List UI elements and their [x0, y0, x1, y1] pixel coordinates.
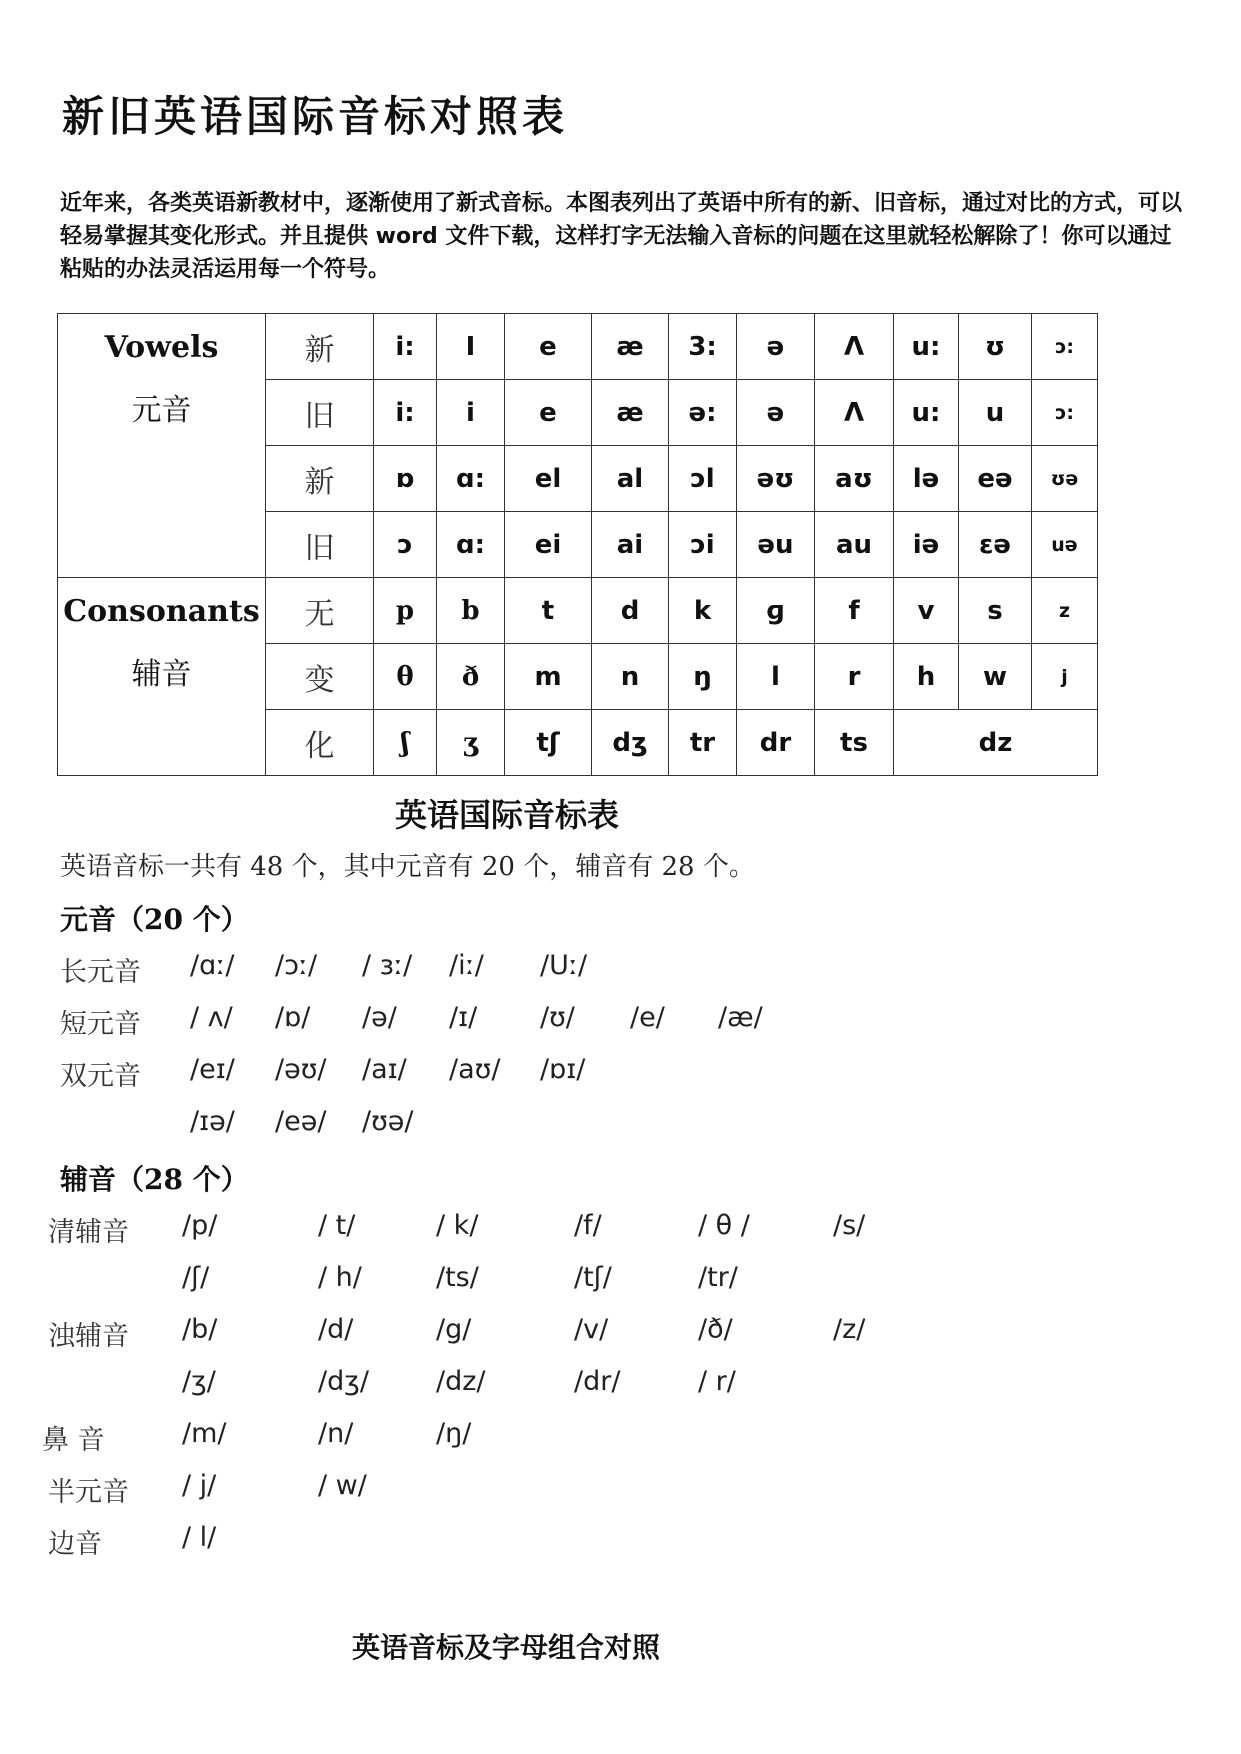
ipa-symbol-cell: l [737, 644, 815, 710]
ipa-symbol-cell: e [505, 314, 592, 380]
consonant-symbol: /v/ [574, 1314, 609, 1345]
consonants-label: Consonants [63, 594, 260, 629]
ipa-symbol-cell: d [592, 578, 669, 644]
consonant-symbol: / w/ [318, 1470, 367, 1501]
ipa-symbol-cell: ɔ: [1032, 314, 1098, 380]
consonant-symbol: /dr/ [574, 1366, 621, 1397]
row-label: 无 [266, 578, 374, 644]
ipa-symbol-cell: n [592, 644, 669, 710]
ipa-symbol-cell: i [437, 380, 505, 446]
ipa-symbol-cell: h [894, 644, 959, 710]
vowel-symbol: /ə/ [362, 1002, 397, 1033]
vowel-symbol: /ɪ/ [449, 1002, 478, 1033]
consonant-symbol: / h/ [318, 1262, 362, 1293]
vowel-symbol: /æ/ [718, 1002, 763, 1033]
ipa-symbol-cell: au [815, 512, 894, 578]
summary-text: 英语音标一共有 48 个，其中元音有 20 个，辅音有 28 个。 [60, 852, 755, 882]
ipa-symbol-cell: ʊə [1032, 446, 1098, 512]
ipa-symbol-cell: Λ [815, 380, 894, 446]
vowel-symbol: /e/ [630, 1002, 665, 1033]
consonant-symbol: /ŋ/ [436, 1418, 472, 1449]
ipa-symbol-cell: εə [959, 512, 1032, 578]
ipa-symbol-cell: ə: [669, 380, 737, 446]
ipa-symbol-cell: el [505, 446, 592, 512]
ipa-symbol-cell: r [815, 644, 894, 710]
consonant-symbol: /dz/ [436, 1366, 486, 1397]
ipa-symbol-cell: ɒ [374, 446, 437, 512]
consonant-symbol: / t/ [318, 1210, 356, 1241]
ipa-symbol-cell: u [959, 380, 1032, 446]
row-label: 化 [266, 710, 374, 776]
ipa-symbol-cell: k [669, 578, 737, 644]
intro-paragraph: 近年来，各类英语新教材中，逐渐使用了新式音标。本图表列出了英语中所有的新、旧音标，通过对比的方式，可以轻易掌握其变化形式。并且提供 word 文件下载，这样打字无法输入音标的问题在这里就轻松解除了！你可以通过粘贴的办法灵活运用每一个符号。 [60, 191, 1183, 282]
vowels-label: Vowels [104, 330, 219, 365]
ipa-symbol-cell: dʒ [592, 710, 669, 776]
ipa-symbol-cell: ð [437, 644, 505, 710]
consonant-symbol: /s/ [833, 1210, 866, 1241]
ipa-symbol-cell: ts [815, 710, 894, 776]
ipa-symbol-cell: θ [374, 644, 437, 710]
ipa-symbol-cell: u: [894, 314, 959, 380]
ipa-symbol-cell: uə [1032, 512, 1098, 578]
ipa-comparison-table [57, 313, 1098, 776]
ipa-symbol-cell: ai [592, 512, 669, 578]
vowel-group-label: 短元音 [60, 1009, 141, 1040]
vowel-symbol: / ɜː/ [362, 950, 413, 981]
vowel-symbol: /aɪ/ [362, 1054, 407, 1085]
vowel-symbol: /ɑː/ [190, 950, 235, 981]
ipa-symbol-cell: ɔi [669, 512, 737, 578]
consonant-symbol: /p/ [182, 1210, 218, 1241]
consonant-symbol: / k/ [436, 1210, 479, 1241]
vowel-symbol: /ɪə/ [190, 1106, 235, 1137]
ipa-symbol-cell: p [374, 578, 437, 644]
ipa-symbol-cell: ɡ [737, 578, 815, 644]
consonants-category-cell [58, 578, 266, 776]
consonant-group-label: 浊辅音 [48, 1321, 129, 1352]
ipa-symbol-cell: ʃ [374, 710, 437, 776]
ipa-symbol-cell: al [592, 446, 669, 512]
ipa-symbol-cell: aʊ [815, 446, 894, 512]
ipa-symbol-cell: b [437, 578, 505, 644]
consonants-label-zh: 辅音 [131, 657, 192, 692]
ipa-symbol-cell: æ [592, 380, 669, 446]
vowel-group-label: 长元音 [60, 957, 141, 988]
table-caption: 英语国际音标表 [395, 796, 620, 834]
consonant-symbol: /m/ [182, 1418, 227, 1449]
vowel-symbol: /ʊə/ [362, 1106, 414, 1137]
ipa-symbol-cell: əʊ [737, 446, 815, 512]
vowel-symbol: /iː/ [449, 950, 484, 981]
consonant-symbol: /ʒ/ [182, 1366, 216, 1397]
consonant-symbol: /ʃ/ [182, 1262, 210, 1293]
consonant-symbol: / l/ [182, 1522, 217, 1553]
vowel-symbol: /ʊ/ [540, 1002, 575, 1033]
consonant-group-label: 边音 [48, 1529, 102, 1560]
vowels-category-cell [58, 314, 266, 578]
ipa-symbol-cell: i: [374, 380, 437, 446]
ipa-row [58, 314, 1098, 380]
row-label: 新 [266, 314, 374, 380]
ipa-symbol-cell: s [959, 578, 1032, 644]
row-label: 旧 [266, 512, 374, 578]
ipa-symbol-cell: ɔ: [1032, 380, 1098, 446]
consonant-symbol: / j/ [182, 1470, 217, 1501]
ipa-symbol-cell: ɑ: [437, 446, 505, 512]
consonant-symbol: /tʃ/ [574, 1262, 612, 1293]
vowel-symbol: / ʌ/ [190, 1002, 233, 1033]
vowel-group-label: 双元音 [60, 1061, 141, 1092]
ipa-symbol-cell: 3: [669, 314, 737, 380]
ipa-symbol-cell: ə [737, 380, 815, 446]
ipa-symbol-cell: m [505, 644, 592, 710]
vowels-heading: 元音（20 个） [60, 903, 249, 936]
row-label: 变 [266, 644, 374, 710]
ipa-symbol-cell: ŋ [669, 644, 737, 710]
row-label: 旧 [266, 380, 374, 446]
page-title: 新旧英语国际音标对照表 [62, 92, 569, 141]
ipa-symbol-cell: f [815, 578, 894, 644]
ipa-symbol-cell: i: [374, 314, 437, 380]
consonant-symbol: /tr/ [698, 1262, 738, 1293]
consonant-symbol: / θ / [698, 1210, 750, 1241]
consonant-symbol: /d/ [318, 1314, 354, 1345]
ipa-symbol-cell: e [505, 380, 592, 446]
consonants-heading: 辅音（28 个） [60, 1163, 249, 1196]
ipa-symbol-cell: dz [894, 710, 1098, 776]
ipa-symbol-cell: ɔ [374, 512, 437, 578]
ipa-symbol-cell: ə [737, 314, 815, 380]
consonant-group-label: 半元音 [48, 1477, 129, 1508]
ipa-symbol-cell: v [894, 578, 959, 644]
vowel-symbol: /eɪ/ [190, 1054, 235, 1085]
ipa-symbol-cell: tʃ [505, 710, 592, 776]
ipa-symbol-cell: əu [737, 512, 815, 578]
vowel-symbol: /ɒɪ/ [540, 1054, 586, 1085]
consonant-symbol: /n/ [318, 1418, 354, 1449]
ipa-symbol-cell: ei [505, 512, 592, 578]
ipa-symbol-cell: ʒ [437, 710, 505, 776]
ipa-row [58, 578, 1098, 644]
consonant-symbol: / r/ [698, 1366, 736, 1397]
consonant-symbol: /f/ [574, 1210, 602, 1241]
consonant-symbol: /ts/ [436, 1262, 479, 1293]
consonant-symbol: /z/ [833, 1314, 866, 1345]
vowel-symbol: /eə/ [275, 1106, 327, 1137]
ipa-symbol-cell: ʊ [959, 314, 1032, 380]
ipa-symbol-cell: j [1032, 644, 1098, 710]
vowel-symbol: /ɒ/ [275, 1002, 311, 1033]
ipa-symbol-cell: w [959, 644, 1032, 710]
consonant-symbol: /b/ [182, 1314, 218, 1345]
ipa-symbol-cell: eə [959, 446, 1032, 512]
vowel-symbol: /aʊ/ [449, 1054, 501, 1085]
footer-heading: 英语音标及字母组合对照 [352, 1631, 661, 1664]
vowels-label-zh: 元音 [131, 393, 192, 428]
ipa-symbol-cell: u: [894, 380, 959, 446]
ipa-symbol-cell: æ [592, 314, 669, 380]
vowel-symbol: /Uː/ [540, 950, 588, 981]
ipa-symbol-cell: tr [669, 710, 737, 776]
row-label: 新 [266, 446, 374, 512]
ipa-symbol-cell: dr [737, 710, 815, 776]
ipa-symbol-cell: t [505, 578, 592, 644]
vowel-symbol: /əʊ/ [275, 1054, 327, 1085]
ipa-symbol-cell: ɑ: [437, 512, 505, 578]
ipa-symbol-cell: lə [894, 446, 959, 512]
ipa-symbol-cell: ɔl [669, 446, 737, 512]
consonant-symbol: /dʒ/ [318, 1366, 369, 1397]
ipa-symbol-cell: I [437, 314, 505, 380]
ipa-symbol-cell: Λ [815, 314, 894, 380]
ipa-symbol-cell: z [1032, 578, 1098, 644]
consonant-group-label: 鼻 音 [42, 1425, 105, 1456]
consonant-symbol: /ð/ [698, 1314, 733, 1345]
consonant-group-label: 清辅音 [48, 1217, 129, 1248]
ipa-symbol-cell: iə [894, 512, 959, 578]
consonant-symbol: /g/ [436, 1314, 472, 1345]
vowel-symbol: /ɔː/ [275, 950, 318, 981]
